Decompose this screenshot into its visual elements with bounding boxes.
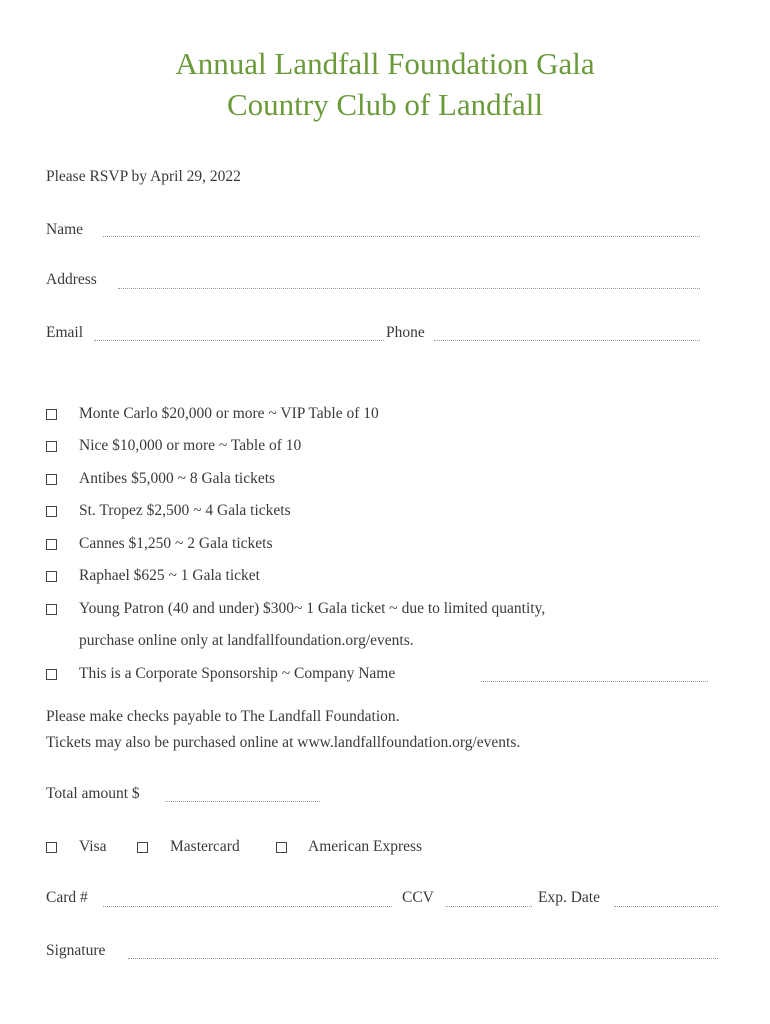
option-monte-carlo: Monte Carlo $20,000 or more ~ VIP Table of 10: [79, 405, 379, 422]
card-amex: American Express: [308, 838, 423, 855]
option-cannes: Cannes $1,250 ~ 2 Gala tickets: [79, 535, 273, 552]
option-checkbox[interactable]: [46, 539, 57, 550]
option-young-patron-note: purchase online only at landfallfoundation.org/events.: [79, 632, 414, 649]
option-raphael: Raphael $625 ~ 1 Gala ticket: [79, 567, 260, 584]
signature-field[interactable]: [128, 958, 718, 959]
ccv-field[interactable]: [445, 906, 532, 907]
option-checkbox[interactable]: [46, 474, 57, 485]
venue-subtitle: Country Club of Landfall: [227, 87, 543, 122]
exp-date-label: Exp. Date: [538, 889, 600, 906]
option-checkbox[interactable]: [46, 669, 57, 680]
option-checkbox[interactable]: [46, 604, 57, 615]
checks-note: Please make checks payable to The Landfall Foundation.: [46, 708, 400, 725]
phone-label: Phone: [386, 324, 425, 341]
option-checkbox[interactable]: [46, 571, 57, 582]
option-young-patron: Young Patron (40 and under) $300~ 1 Gala ticket ~ due to limited quantity,: [79, 600, 546, 617]
card-checkbox[interactable]: [276, 842, 287, 853]
name-label: Name: [46, 221, 84, 238]
option-st-tropez: St. Tropez $2,500 ~ 4 Gala tickets: [79, 502, 291, 519]
online-note: Tickets may also be purchased online at www.landfallfoundation.org/events.: [46, 734, 521, 751]
exp-date-field[interactable]: [614, 906, 718, 907]
total-label: Total amount $: [46, 785, 140, 802]
name-field[interactable]: [103, 236, 700, 237]
form-title: Annual Landfall Foundation Gala: [175, 46, 595, 81]
total-amount-field[interactable]: [165, 801, 320, 802]
card-visa: Visa: [79, 838, 107, 855]
card-number-label: Card #: [46, 889, 88, 906]
address-label: Address: [46, 271, 97, 288]
option-antibes: Antibes $5,000 ~ 8 Gala tickets: [79, 470, 276, 487]
option-nice: Nice $10,000 or more ~ Table of 10: [79, 437, 302, 454]
rsvp-deadline: Please RSVP by April 29, 2022: [46, 168, 241, 185]
ccv-label: CCV: [402, 889, 434, 906]
option-checkbox[interactable]: [46, 506, 57, 517]
signature-label: Signature: [46, 942, 106, 959]
email-field[interactable]: [94, 340, 384, 341]
company-name-field[interactable]: [481, 681, 708, 682]
card-checkbox[interactable]: [137, 842, 148, 853]
email-label: Email: [46, 324, 84, 341]
card-checkbox[interactable]: [46, 842, 57, 853]
option-checkbox[interactable]: [46, 409, 57, 420]
option-corporate: This is a Corporate Sponsorship ~ Company Name: [79, 665, 396, 682]
address-field[interactable]: [118, 288, 700, 289]
card-mastercard: Mastercard: [170, 838, 240, 855]
card-number-field[interactable]: [103, 906, 392, 907]
option-checkbox[interactable]: [46, 441, 57, 452]
phone-field[interactable]: [434, 340, 700, 341]
